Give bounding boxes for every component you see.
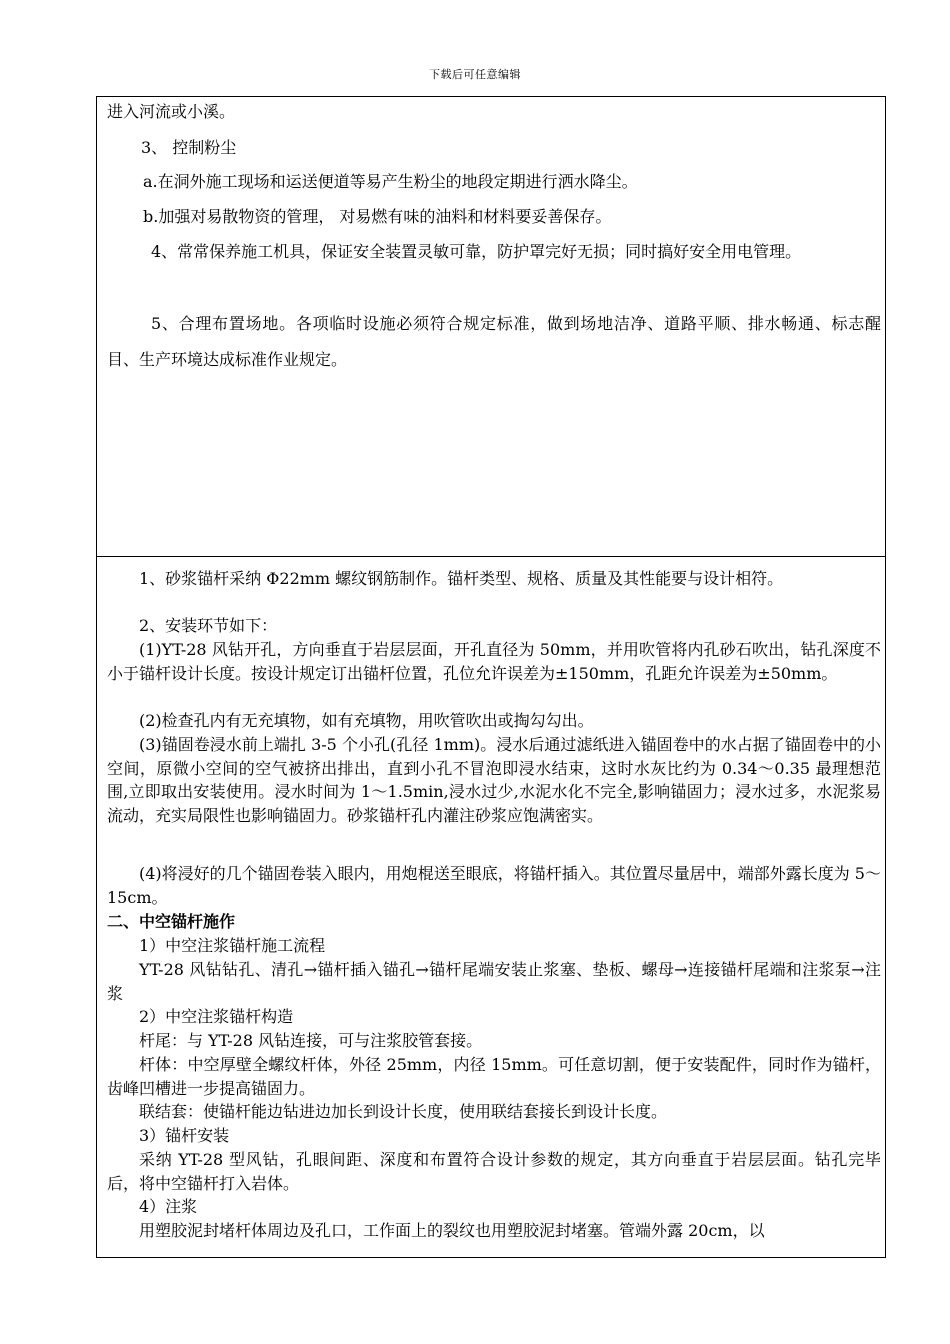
subheading-3: 3）锚杆安装 [139, 1126, 230, 1145]
page-header: 下载后可任意编辑 [429, 68, 521, 81]
row-divider [96, 556, 886, 557]
paragraph-3: (1)YT-28 风钻开孔，方向垂直于岩层层面，开孔直径为 50mm，并用吹管将内孔砂石吹出，钻孔深度不小于锚杆设计长度。按设计规定订出锚杆位置，孔位允许误差为±150mm，孔距允许误差为±50mm。 [107, 640, 881, 683]
heading-dust-control: 3、 控制粉尘 [141, 138, 237, 157]
paragraph-5: (3)锚固卷浸水前上端扎 3-5 个小孔(孔径 1mm)。浸水后通过滤纸进入锚固卷中的水占据了锚固卷中的小空间，原微小空间的空气被挤出排出，直到小孔不冒泡即浸水结束，这时水灰比约为 0.34～0.35 最理想范围,立即取出安装使用。浸水时间为 1～1.5min,浸水过少,水泥水化不完全,影响锚固力；浸水过多，水泥浆易流动，充实局限性也影响锚固力。砂浆锚杆孔内灌注砂浆应饱满密实。 [107, 735, 881, 825]
paragraph-4: (2)检查孔内有无充填物，如有充填物，用吹管吹出或掏勾勾出。 [139, 711, 594, 730]
item-4: 4、常常保养施工机具，保证安全装置灵敏可靠，防护罩完好无损；同时搞好安全用电管理。 [151, 242, 802, 261]
item-b: b.加强对易散物资的管理， 对易燃有味的油料和材料要妥善保存。 [143, 207, 612, 226]
subheading-3-text: 采纳 YT-28 型风钻，孔眼间距、深度和布置符合设计参数的规定，其方向垂直于岩层层面。钻孔完毕后，将中空锚杆打入岩体。 [107, 1150, 881, 1193]
paragraph-2: 2、安装环节如下： [139, 616, 278, 635]
item-a: a.在洞外施工现场和运送便道等易产生粉尘的地段定期进行洒水降尘。 [143, 172, 638, 191]
subheading-2: 2）中空注浆锚杆构造 [139, 1007, 294, 1026]
paragraph-6: (4)将浸好的几个锚固卷装入眼内，用炮棍送至眼底，将锚杆插入。其位置尽量居中，端部外露长度为 5～15cm。 [107, 864, 881, 907]
subheading-2-c: 联结套：使锚杆能边钻进边加长到设计长度，使用联结套接长到设计长度。 [139, 1102, 668, 1121]
paragraph-1: 1、砂浆锚杆采纳 Φ22mm 螺纹钢筋制作。锚杆类型、规格、质量及其性能要与设计相符。 [139, 569, 784, 588]
item-5: 5、合理布置场地。各项临时设施必须符合规定标准，做到场地洁净、道路平顺、排水畅通、标志醒目、生产环境达成标准作业规定。 [107, 314, 881, 369]
subheading-4: 4）注浆 [139, 1197, 198, 1216]
subheading-1-text: YT-28 风钻钻孔、清孔→锚杆插入锚孔→锚杆尾端安装止浆塞、垫板、螺母→连接锚杆尾端和注浆泵→注浆 [107, 960, 881, 1003]
section-heading-hollow-anchor: 二、中空锚杆施作 [107, 912, 236, 931]
subheading-2-a: 杆尾：与 YT-28 风钻连接，可与注浆胶管套接。 [139, 1031, 483, 1050]
paragraph-continuation: 进入河流或小溪。 [107, 102, 236, 121]
subheading-2-b: 杆体：中空厚壁全螺纹杆体，外径 25mm，内径 15mm。可任意切割，便于安装配件，同时作为锚杆，齿峰凹槽进一步提高锚固力。 [107, 1055, 881, 1098]
subheading-4-text: 用塑胶泥封堵杆体周边及孔口，工作面上的裂纹也用塑胶泥封堵塞。管端外露 20cm，以 [139, 1221, 765, 1240]
subheading-1: 1）中空注浆锚杆施工流程 [139, 936, 326, 955]
